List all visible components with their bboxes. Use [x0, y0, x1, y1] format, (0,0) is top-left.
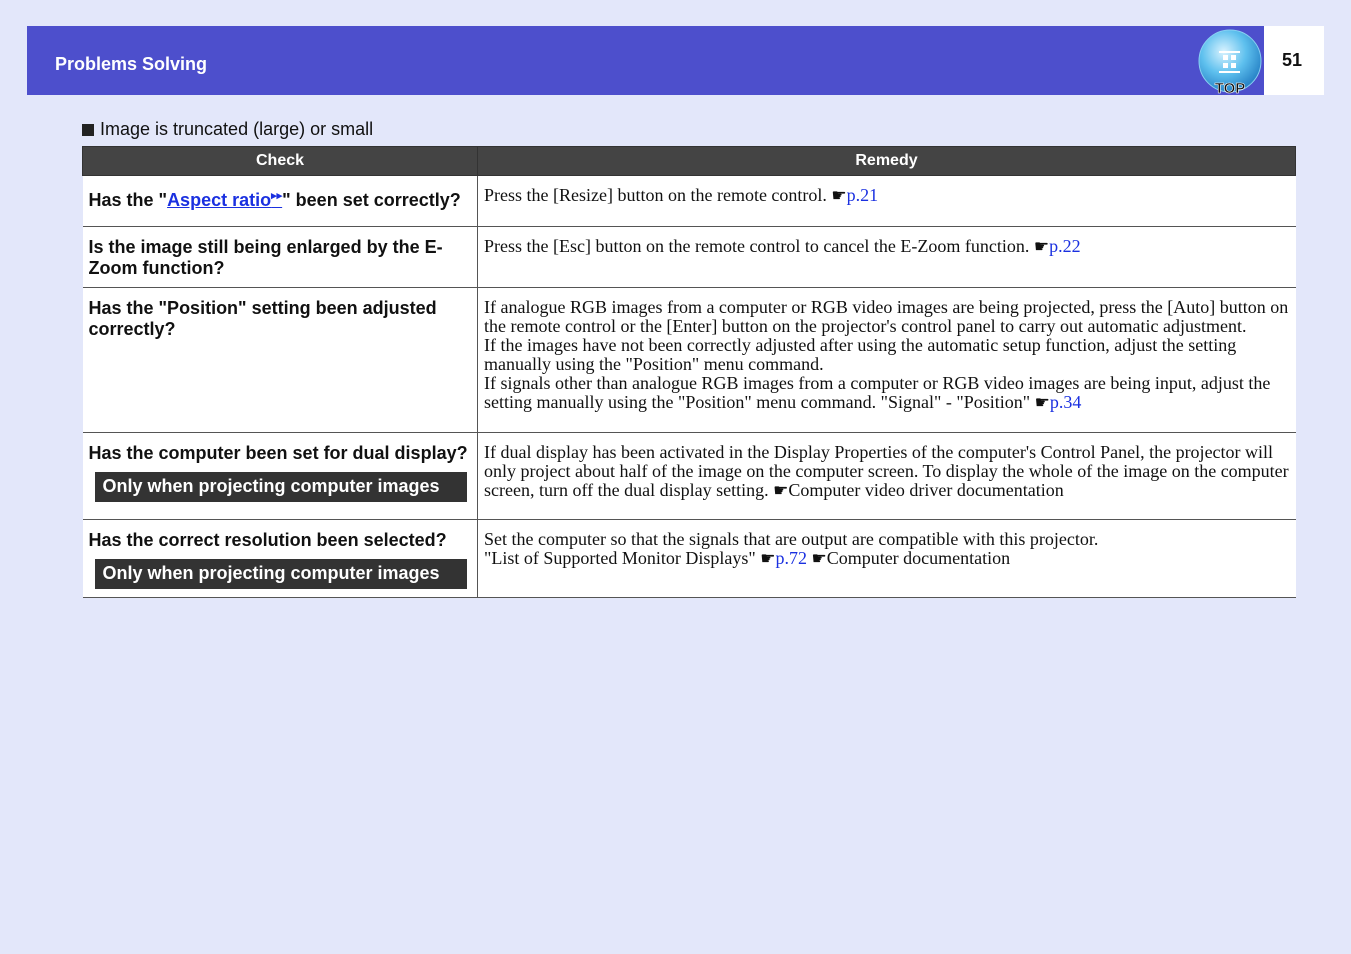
top-button[interactable] — [1198, 29, 1262, 95]
check-cell: Is the image still being enlarged by the E-Zoom function? — [83, 227, 478, 288]
table-row — [83, 433, 1296, 520]
table-row — [83, 520, 1296, 598]
remedy-line: If analogue RGB images from a computer or RGB video images are being projected, press the [Auto] button on the remote control or the [Enter] button on the projector's control panel to carry out automatic adjustment. — [484, 297, 1289, 336]
hand-pointer-icon: ☛ — [811, 549, 827, 568]
column-header-remedy: Remedy — [478, 147, 1296, 176]
remedy-text: If dual display has been activated in the Display Properties of the computer's Control Panel, the projector will only project about half of the image on the computer screen. To display the whole of the image on the computer screen, turn off the dual display setting. — [484, 442, 1289, 500]
page-number-box — [1264, 26, 1324, 95]
remedy-line: Set the computer so that the signals that are output are compatible with this projector. — [484, 529, 1099, 549]
check-cell — [83, 520, 478, 598]
check-text: Has the computer been set for dual display? — [88, 443, 468, 463]
header-title: Problems Solving — [55, 54, 208, 74]
remedy-cell — [478, 520, 1296, 598]
check-cell — [83, 176, 478, 227]
remedy-line: If the images have not been correctly adjusted after using the automatic setup function, adjust the setting manually using the "Position" menu command. — [484, 335, 1237, 374]
table-header-row — [83, 147, 1296, 176]
condition-badge: Only when projecting computer images — [95, 559, 467, 589]
doc-reference: Computer documentation — [826, 548, 1011, 568]
section-heading — [82, 119, 373, 140]
glossary-arrow-icon: ▸▸ — [271, 190, 283, 202]
hand-pointer-icon: ☛ — [773, 481, 789, 500]
remedy-line — [484, 374, 1290, 412]
remedy-cell — [478, 288, 1296, 433]
remedy-text: If signals other than analogue RGB images from a computer or RGB video images are being input, adjust the setting manually using the "Position" menu command. "Signal" - "Position" — [484, 373, 1271, 412]
remedy-line — [484, 549, 1290, 568]
page-ref-link[interactable]: p.22 — [1049, 236, 1081, 256]
black-square-icon — [82, 124, 94, 136]
top-button-icon — [1198, 29, 1262, 95]
table-row — [83, 288, 1296, 433]
hand-pointer-icon: ☛ — [760, 549, 776, 568]
hand-pointer-icon: ☛ — [1034, 393, 1050, 412]
hand-pointer-icon: ☛ — [831, 186, 847, 205]
check-cell — [83, 433, 478, 520]
condition-badge: Only when projecting computer images — [95, 472, 467, 502]
check-text: Has the " — [88, 190, 168, 210]
page-number: 51 — [1281, 50, 1303, 70]
hand-pointer-icon: ☛ — [1033, 237, 1050, 256]
remedy-cell — [478, 433, 1296, 520]
page-ref-link[interactable]: p.72 — [775, 548, 807, 568]
troubleshooting-table — [82, 146, 1296, 598]
page-header — [27, 26, 1264, 95]
page-ref-link[interactable]: p.21 — [846, 185, 879, 205]
check-cell: Has the "Position" setting been adjusted correctly? — [83, 288, 478, 433]
remedy-text: Press the [Esc] button on the remote control to cancel the E-Zoom function. — [484, 236, 1034, 256]
table-row — [83, 227, 1296, 288]
remedy-cell — [478, 227, 1296, 288]
table-row — [83, 176, 1296, 227]
aspect-ratio-link-text: Aspect ratio — [167, 190, 272, 210]
remedy-cell — [478, 176, 1296, 227]
top-label: TOP — [1214, 80, 1246, 95]
check-text: Has the correct resolution been selected? — [88, 530, 447, 550]
aspect-ratio-link[interactable] — [167, 190, 282, 210]
section-heading-text: Image is truncated (large) or small — [100, 119, 374, 139]
column-header-check: Check — [83, 147, 478, 176]
remedy-text: "List of Supported Monitor Displays" — [484, 548, 761, 568]
page-ref-link[interactable]: p.34 — [1049, 392, 1082, 412]
doc-reference: Computer video driver documentation — [788, 480, 1064, 500]
remedy-text: Press the [Resize] button on the remote control. — [484, 185, 832, 205]
check-text: " been set correctly? — [282, 190, 461, 210]
